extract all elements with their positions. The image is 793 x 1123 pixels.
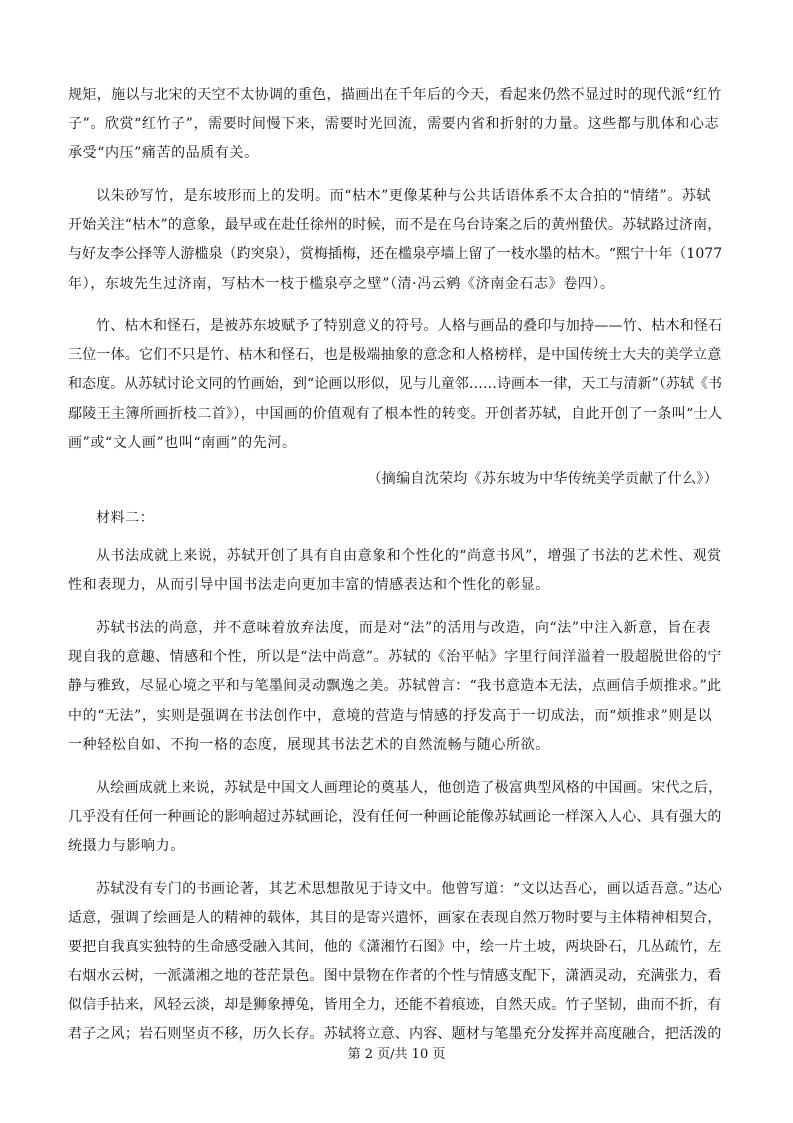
- text-line: 与好友李公择等人游槛泉（趵突泉），赏梅插梅，还在槛泉亭墙上留了一枝水墨的枯木。“熙宁十年（1077: [68, 246, 723, 262]
- text-line: 竹、枯木和怪石，是被苏东坡赋予了特别意义的符号。人格与画品的叠印与加持——竹、枯木和怪石: [96, 318, 723, 334]
- text-line: 规矩，施以与北宋的天空不太协调的重色，描画出在千年后的今天，看起来仍然不显过时的现代派“红竹: [68, 87, 722, 103]
- text-line: 中的“无法”，实则是强调在书法创作中，意境的营造与情感的抒发高于一切成法，而“烦推求”则是以: [68, 708, 713, 724]
- text-line: 一种轻松自如、不拘一格的态度，展现其书法艺术的自然流畅与随心所欲。: [68, 737, 550, 753]
- text-line: 似信手拈来，风轻云淡，却是狮象搏兔，皆用全力，还能不着痕迹，自然天成。竹子坚韧，曲而不折，有: [68, 997, 722, 1013]
- text-line: 年），东坡先生过济南，写枯木一枝于槛泉亭之壁”（清·冯云鹓《济南金石志》卷四）。: [68, 276, 615, 292]
- text-line: 性和表现力，从而引导中国书法走向更加丰富的情感表达和个性化的彰显。: [68, 577, 550, 593]
- text-line: 从书法成就上来说，苏轼开创了具有自由意象和个性化的“尚意书风”，增强了书法的艺术性、观赏: [96, 548, 722, 564]
- text-line: 现自我的意趣、情感和个性，所以是“法中尚意”。苏轼的《治平帖》字里行间洋溢着一股超脱世俗的宁: [68, 649, 722, 665]
- text-line: 君子之风；岩石则坚贞不移，历久长存。苏轼将立意、内容、题材与笔墨充分发挥并高度融合，把活泼的: [68, 1026, 722, 1042]
- text-line: 开始关注“枯木”的意象，最早或在赴任徐州的时候，而不是在乌台诗案之后的黄州蛰伏。苏轼路过济南，: [68, 217, 722, 233]
- text-line: 苏轼没有专门的书画论著，其艺术思想散见于诗文中。他曾写道：“文以达吾心，画以适吾意。”达心: [96, 881, 723, 897]
- source-citation: （摘编自沈荣均《苏东坡为中华传统美学贡献了什么》）: [367, 471, 718, 487]
- text-line: 几乎没有任何一种画论的影响超过苏轼画论，没有任何一种画论能像苏轼画论一样深入人心、具有强大的: [68, 809, 722, 825]
- text-line: 右烟水云树，一派潇湘之地的苍茫景色。图中景物在作者的个性与情感支配下，潇洒灵动，充满张力，看: [68, 968, 722, 984]
- page-number-footer: 第 2 页/共 10 页: [347, 1047, 446, 1062]
- text-line: 要把自我真实独特的生命感受融入其间，他的《潇湘竹石图》中，绘一片土坡，两块卧石，几丛疏竹，左: [68, 939, 722, 955]
- text-line: 画”或“文人画”也叫“南画”的先河。: [68, 435, 297, 451]
- text-line: 静与雅致，尽显心境之平和与笔墨间灵动飘逸之美。苏轼曾言：“我书意造本无法，点画信手烦推求。”此: [68, 678, 722, 694]
- text-line: 子”。欣赏“红竹子”，需要时间慢下来，需要时光回流，需要内省和折射的力量。这些都与肌体和心志: [68, 116, 720, 132]
- text-line: 和态度。从苏轼讨论文同的竹画始，到“论画以形似，见与儿童邻……诗画本一律，天工与清新”（苏轼《书: [68, 376, 723, 392]
- text-line: 适意，强调了绘画是人的精神的载体，其目的是寄兴遣怀，画家在表现自然万物时要与主体精神相契合，: [68, 910, 722, 926]
- text-line: 苏轼书法的尚意，并不意味着放弃法度，而是对“法”的活用与改造，向“法”中注入新意，旨在表: [96, 620, 712, 636]
- text-line: 承受“内压”痛苦的品质有关。: [68, 145, 259, 161]
- text-line: 以朱砂写竹，是东坡形而上的发明。而“枯木”更像某种与公共话语体系不太合拍的“情绪”。苏轼: [96, 188, 712, 204]
- section-heading: 材料二：: [96, 510, 155, 526]
- text-line: 从绘画成就上来说，苏轼是中国文人画理论的奠基人，他创造了极富典型风格的中国画。宋代之后，: [96, 780, 723, 796]
- text-line: 三位一体。它们不只是竹、枯木和怪石，也是极端抽象的意念和人格榜样，是中国传统士大夫的美学立意: [68, 347, 722, 363]
- text-line: 统摄力与影响力。: [68, 838, 185, 854]
- text-line: 鄢陵王主簿所画折枝二首》），中国画的价值观有了根本性的转变。开创者苏轼，自此开创了一条叫“士人: [68, 406, 723, 422]
